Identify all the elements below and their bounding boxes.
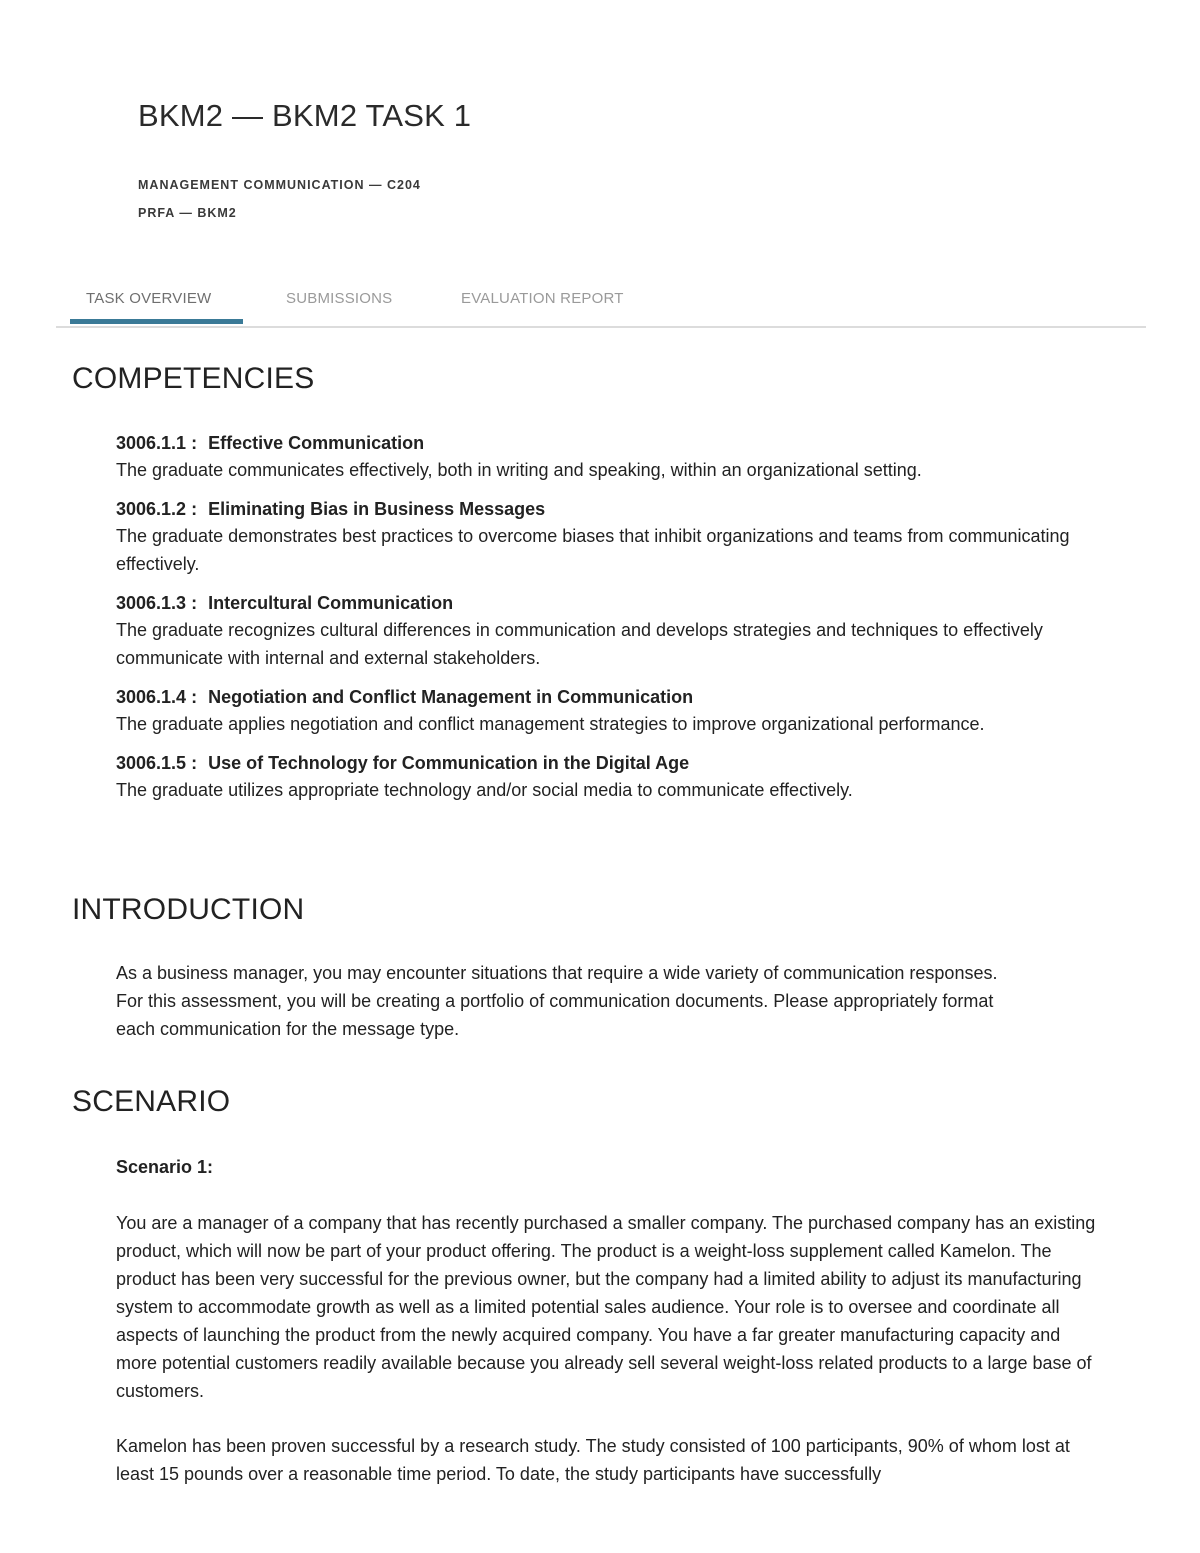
competency-code: 3006.1.2 : [116,499,198,519]
competency-title [116,430,1076,456]
competency-list [116,430,1076,816]
competency-item [116,430,1076,484]
scenario-paragraph: Kamelon has been proven successful by a research study. The study consisted of 100 participants, 90% of whom lost at least 15 pounds over a reasonable time period. To date, the study participants have successfully [116,1436,1070,1484]
tab-task-overview[interactable]: TASK OVERVIEW [86,290,212,307]
scenario-label: Scenario 1: [116,1157,214,1177]
competency-name: Intercultural Communication [208,593,454,613]
program-subtitle: PRFA — BKM2 [138,206,237,220]
scenario-paragraph: You are a manager of a company that has recently purchased a smaller company. The purchased company has an existing product, which will now be part of your product offering. The product is a weight-loss supplement called Kamelon. The product has been very successful for the previous owner, but the company had a limited ability to adjust its manufacturing system to accommodate growth as well as a limited potential sales audience. Your role is to oversee and coordinate all aspects of launching the product from the newly acquired company. You have a far greater manufacturing capacity and more potential customers readily available because you already sell several weight-loss related products to a large base of customers. [116,1213,1096,1401]
competencies-heading: COMPETENCIES [72,362,315,395]
competency-item [116,750,1076,804]
scenario-heading: SCENARIO [72,1085,231,1118]
introduction-text: As a business manager, you may encounter situations that require a wide variety of communication responses. For this assessment, you will be creating a portfolio of communication documents. Please appropriately format each communication for the message type. [116,963,998,1039]
competency-code: 3006.1.3 : [116,593,198,613]
page-title: BKM2 — BKM2 TASK 1 [138,98,472,133]
competency-item [116,496,1076,578]
competency-description: The graduate recognizes cultural differences in communication and develops strategies and techniques to effectively communicate with internal and external stakeholders. [116,620,1043,668]
course-subtitle: MANAGEMENT COMMUNICATION — C204 [138,178,421,192]
competency-title [116,496,1076,522]
competency-name: Use of Technology for Communication in the Digital Age [208,753,690,773]
competency-item [116,590,1076,672]
active-tab-indicator [70,319,243,324]
competency-code: 3006.1.5 : [116,753,198,773]
competency-title [116,684,1076,710]
competency-code: 3006.1.4 : [116,687,198,707]
tab-submissions[interactable]: SUBMISSIONS [286,290,393,307]
introduction-heading: INTRODUCTION [72,893,305,926]
tab-evaluation-report[interactable]: EVALUATION REPORT [461,290,624,307]
competency-item [116,684,1076,738]
competency-description: The graduate demonstrates best practices to overcome biases that inhibit organizations and teams from communicating effectively. [116,526,1070,574]
competency-name: Eliminating Bias in Business Messages [208,499,546,519]
competency-description: The graduate communicates effectively, both in writing and speaking, within an organizational setting. [116,460,922,480]
competency-description: The graduate utilizes appropriate technology and/or social media to communicate effectively. [116,780,853,800]
competency-name: Effective Communication [208,433,425,453]
competency-description: The graduate applies negotiation and conflict management strategies to improve organizational performance. [116,714,985,734]
tab-bar [56,280,1146,328]
competency-code: 3006.1.1 : [116,433,198,453]
competency-title [116,590,1076,616]
competency-name: Negotiation and Conflict Management in Communication [208,687,694,707]
competency-title [116,750,1076,776]
